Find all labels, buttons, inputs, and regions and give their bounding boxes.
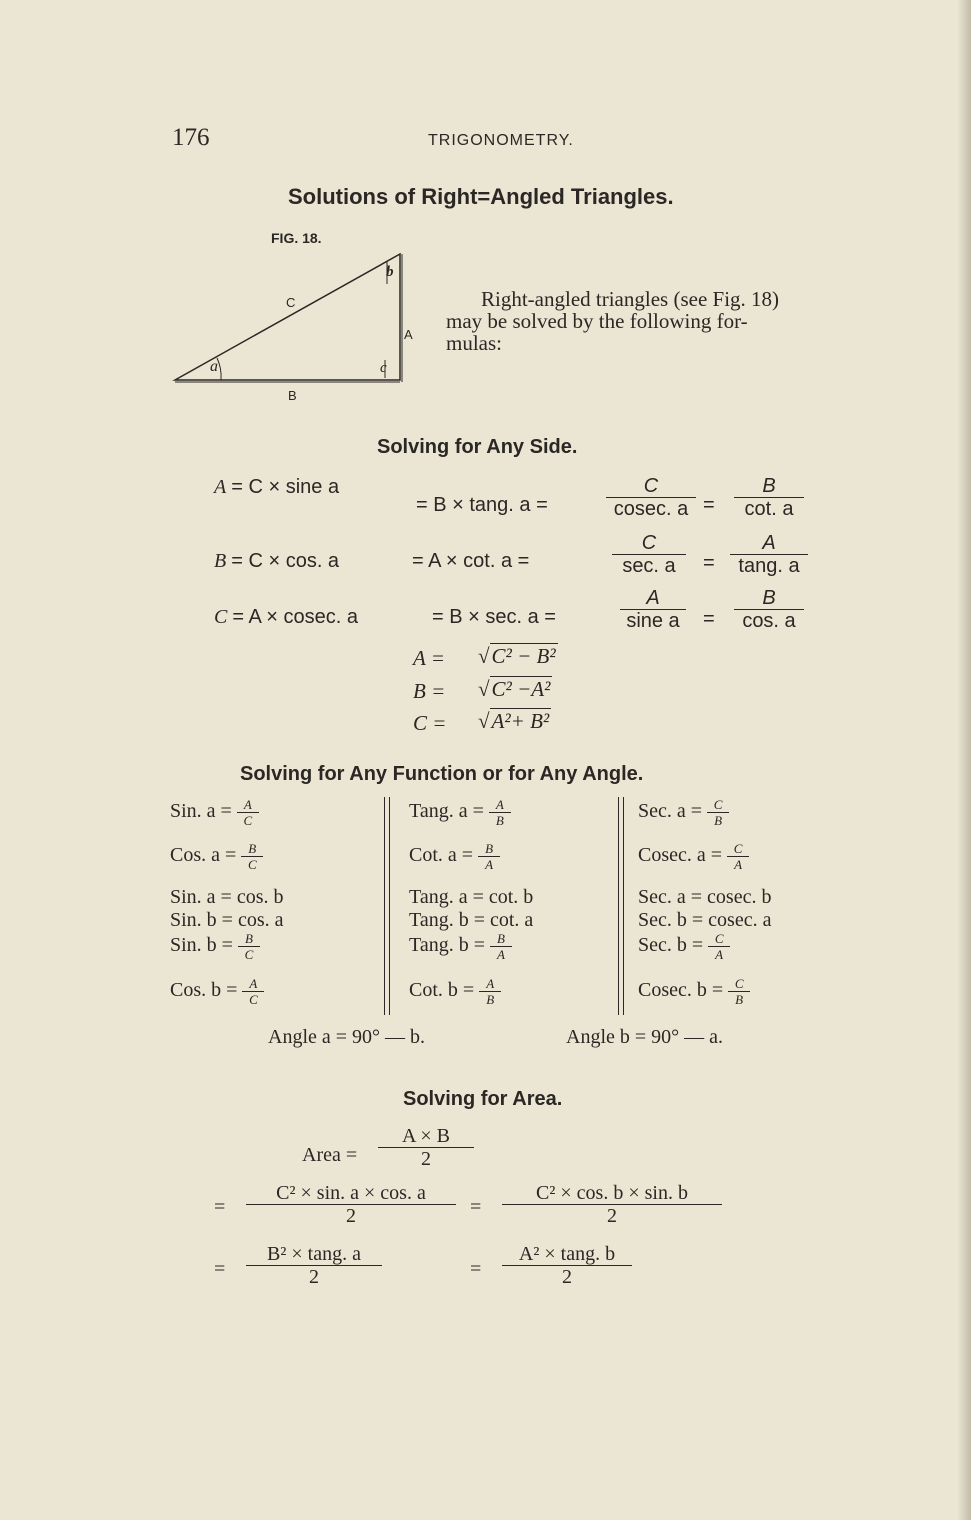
func-col3-row6 [638,977,750,1006]
area-frac-2 [502,1183,722,1227]
figure-side-c: C [286,295,296,310]
section-heading-function: Solving for Any Function or for Any Angle. [240,763,644,785]
func-col1-row1 [170,798,259,827]
root-b-lhs: B = [413,679,446,703]
func-col2-row6 [409,977,501,1006]
figure-angle-b: b [386,264,394,280]
func-lhs: Tang. a = [409,800,484,823]
root-b-radicand: C² −A² [491,677,551,701]
side-formula-row-3 [214,606,358,629]
area-eq-2: = [470,1196,482,1218]
row2-eq2: = A × cot. a = [412,550,530,572]
row1-eq1: = C × sine a [231,476,340,498]
row2-frac1-den: sec. a [612,554,686,577]
row1-lhs: A [214,476,227,498]
func-col3-row1 [638,798,729,827]
radical-sign-icon: √ [478,709,490,733]
running-title: TRIGONOMETRY. [428,132,574,149]
radical-sign-icon: √ [478,644,490,668]
func-lhs: Cosec. b = [638,979,724,1002]
area-frac-2-num: C² × cos. b × sin. b [536,1182,688,1204]
area-frac-1 [246,1183,456,1227]
figure-angle-a: a [210,358,218,375]
figure-side-a: A [404,327,413,342]
column-divider-2a [618,797,619,1015]
radical-sign-icon: √ [478,677,490,701]
area-frac-0-den: 2 [378,1147,474,1170]
func-lhs: Sec. b = [638,934,704,957]
func-col1-row6 [170,977,264,1006]
area-eq-4: = [470,1258,482,1280]
func-col3-row3: Sec. a = cosec. b [638,886,772,908]
root-b [478,677,552,702]
func-col2-row5 [409,932,512,961]
func-frac: $\frac{B}{A}$ [478,842,500,871]
area-frac-0-num: A × B [402,1125,450,1147]
func-col2-row1 [409,798,511,827]
row1-frac1 [606,476,696,520]
row2-frac2-den: tang. a [730,554,808,577]
page-edge-shadow [957,0,971,1520]
row3-lhs: C [214,606,228,628]
row3-frac1-den: sine a [620,609,686,632]
figure-angle-c: c [380,360,387,376]
column-divider-1b [389,797,390,1015]
func-col3-row2 [638,842,749,871]
row3-frac1 [620,588,686,632]
func-lhs: Tang. b = [409,934,485,957]
area-frac-0 [378,1126,474,1170]
row3-frac1-num: A [646,587,660,609]
row1-frac1-den: cosec. a [606,497,696,520]
func-col1-row4: Sin. b = cos. a [170,909,284,931]
row2-frac2-num: A [762,532,776,554]
func-frac: $\frac{A}{B}$ [489,798,511,827]
row2-frac1-num: C [641,532,657,554]
section-heading-side: Solving for Any Side. [377,436,578,458]
func-lhs: Cosec. a = [638,844,723,867]
row1-eq3: = [703,494,715,516]
func-col3-row4: Sec. b = cosec. a [638,909,772,931]
root-c-lhs: C = [413,711,447,735]
func-lhs: Sin. b = [170,934,233,957]
root-a [478,644,558,669]
area-eq-1: = [214,1196,226,1218]
area-frac-1-den: 2 [246,1204,456,1227]
row1-frac2-den: cot. a [734,497,804,520]
func-frac: $\frac{A}{B}$ [479,977,501,1006]
row3-frac2 [734,588,804,632]
row2-frac2 [730,533,808,577]
area-lhs: Area = [302,1144,358,1166]
area-frac-1-num: C² × sin. a × cos. a [276,1182,426,1204]
intro-line-2: may be solved by the following for- [446,309,748,333]
root-a-lhs: A = [413,646,445,670]
intro-line-1: Right-angled triangles (see Fig. 18) [481,287,780,311]
func-col2-row2 [409,842,500,871]
func-frac: $\frac{C}{B}$ [728,977,750,1006]
func-col1-row5 [170,932,260,961]
root-c-radicand: A²+ B² [491,709,550,733]
func-frac: $\frac{C}{B}$ [707,798,729,827]
figure-side-b: B [288,388,297,403]
area-frac-3 [246,1244,382,1288]
page-title: Solutions of Right=Angled Triangles. [288,184,674,209]
func-col2-row3: Tang. a = cot. b [409,886,534,908]
func-lhs: Cot. a = [409,844,474,867]
func-frac: $\frac{B}{C}$ [241,842,263,871]
area-frac-4-num: A² × tang. b [518,1243,616,1265]
angle-b-formula: Angle b = 90° — a. [566,1026,724,1048]
row2-eq1: = C × cos. a [231,550,340,572]
func-frac: $\frac{C}{A}$ [708,932,730,961]
root-a-radicand: C² − B² [491,644,556,668]
func-lhs: Cos. b = [170,979,238,1002]
side-formula-row-1 [214,476,339,530]
row1-frac2 [734,476,804,520]
row2-lhs: B [214,550,227,572]
root-c [478,709,551,734]
row3-frac2-den: cos. a [734,609,804,632]
func-lhs: Cot. b = [409,979,475,1002]
row2-eq3: = [703,552,715,574]
row3-eq3: = [703,608,715,630]
func-frac: $\frac{A}{C}$ [242,977,264,1006]
func-col2-row4: Tang. b = cot. a [409,909,534,931]
page-number: 176 [172,124,210,151]
intro-line-3: mulas: [446,331,502,355]
func-col1-row2 [170,842,263,871]
row2-frac1 [612,533,686,577]
func-col3-row5 [638,932,730,961]
area-eq-3: = [214,1258,226,1280]
column-divider-1a [384,797,385,1015]
row3-frac2-num: B [762,587,776,609]
area-frac-4-den: 2 [502,1265,632,1288]
area-frac-3-num: B² × tang. a [267,1243,361,1265]
side-formula-row-2 [214,550,339,573]
func-frac: $\frac{C}{A}$ [727,842,749,871]
func-frac: $\frac{B}{C}$ [238,932,260,961]
func-col1-row3: Sin. a = cos. b [170,886,284,908]
area-frac-3-den: 2 [246,1265,382,1288]
row3-eq2: = B × sec. a = [432,606,556,628]
figure-label: FIG. 18. [271,230,322,246]
row1-frac1-num: C [643,475,659,497]
func-lhs: Sin. a = [170,800,232,823]
area-frac-2-den: 2 [502,1204,722,1227]
func-lhs: Sec. a = [638,800,703,823]
row1-eq2: = B × tang. a = [416,494,548,516]
func-frac: $\frac{A}{C}$ [237,798,259,827]
column-divider-2b [623,797,624,1015]
row3-eq1: = A × cosec. a [232,606,358,628]
angle-a-formula: Angle a = 90° — b. [268,1026,426,1048]
row1-frac2-num: B [762,475,776,497]
section-heading-area: Solving for Area. [403,1088,563,1110]
area-frac-4 [502,1244,632,1288]
func-frac: $\frac{B}{A}$ [490,932,512,961]
func-lhs: Cos. a = [170,844,237,867]
